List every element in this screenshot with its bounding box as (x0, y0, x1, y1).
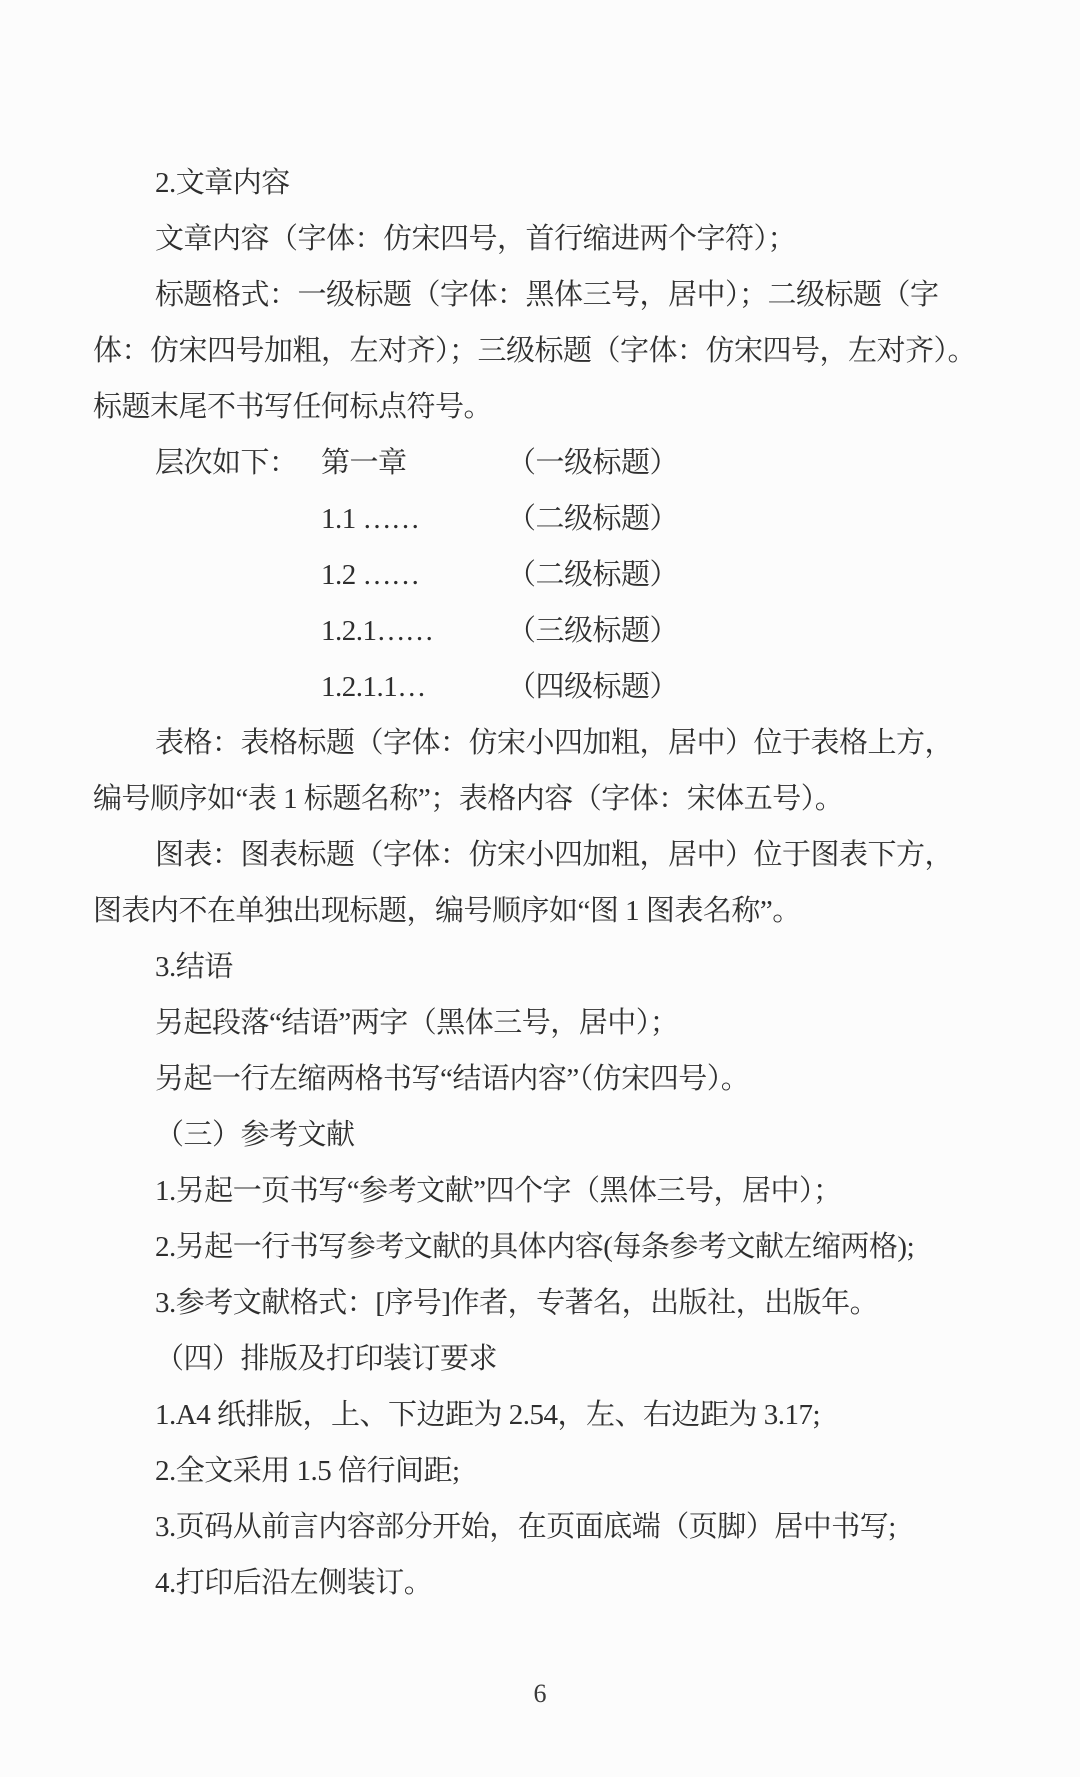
hierarchy-number: 1.2 …… (321, 559, 420, 591)
document-content (93, 155, 993, 1611)
hierarchy-row (93, 603, 993, 659)
hierarchy-row (93, 547, 993, 603)
conclusion-line-1: 另起段落“结语”两字（黑体三号，居中）； (155, 1007, 679, 1039)
references-item-1: 1.另起一页书写“参考文献”四个字（黑体三号，居中）； (155, 1175, 842, 1207)
hierarchy-number: 第一章 (321, 447, 407, 479)
hierarchy-number: 1.2.1…… (321, 615, 434, 647)
hierarchy-description: （四级标题） (507, 671, 679, 703)
hierarchy-row (93, 435, 993, 491)
page-number: 6 (533, 1679, 547, 1708)
conclusion-line-2: 另起一行左缩两格书写“结语内容”（仿宋四号）。 (155, 1063, 750, 1095)
layout-item-4: 4.打印后沿左侧装订。 (155, 1567, 433, 1599)
layout-item-3: 3.页码从前言内容部分开始，在页面底端（页脚）居中书写; (155, 1511, 896, 1543)
hierarchy-description: （二级标题） (507, 559, 679, 591)
section2-heading: 2.文章内容 (155, 167, 290, 199)
layout-heading: （四）排版及打印装订要求 (155, 1343, 498, 1375)
figure-paragraph-line-1: 图表：图表标题（字体：仿宋小四加粗，居中）位于图表下方， (155, 839, 954, 871)
references-item-2: 2.另起一行书写参考文献的具体内容(每条参考文献左缩两格); (155, 1231, 915, 1263)
table-paragraph-line-1: 表格：表格标题（字体：仿宋小四加粗，居中）位于表格上方， (155, 727, 954, 759)
heading-format-line-3: 标题末尾不书写任何标点符号。 (93, 391, 493, 423)
figure-paragraph-line-2: 图表内不在单独出现标题，编号顺序如“图 1 图表名称”。 (93, 895, 801, 927)
hierarchy-description: （一级标题） (507, 447, 679, 479)
hierarchy-number: 1.1 …… (321, 503, 420, 535)
hierarchy-row (93, 659, 993, 715)
layout-item-1: 1.A4 纸排版，上、下边距为 2.54，左、右边距为 3.17; (155, 1399, 821, 1431)
heading-format-line-1: 标题格式：一级标题（字体：黑体三号，居中）；二级标题（字 (155, 279, 939, 311)
heading-format-line-2: 体：仿宋四号加粗，左对齐）；三级标题（字体：仿宋四号，左对齐）。 (93, 335, 977, 367)
hierarchy-description: （三级标题） (507, 615, 679, 647)
hierarchy-label: 层次如下： (155, 447, 298, 479)
layout-item-2: 2.全文采用 1.5 倍行间距; (155, 1455, 460, 1487)
table-paragraph-line-2: 编号顺序如“表 1 标题名称”；表格内容（字体：宋体五号）。 (93, 783, 844, 815)
references-item-3: 3.参考文献格式：[序号]作者，专著名，出版社，出版年。 (155, 1287, 879, 1319)
section3-heading: 3.结语 (155, 951, 233, 983)
hierarchy-description: （二级标题） (507, 503, 679, 535)
hierarchy-row (93, 491, 993, 547)
hierarchy-number: 1.2.1.1… (321, 671, 426, 703)
body-paragraph-line: 文章内容（字体：仿宋四号，首行缩进两个字符）； (155, 223, 797, 255)
references-heading: （三）参考文献 (155, 1119, 355, 1151)
